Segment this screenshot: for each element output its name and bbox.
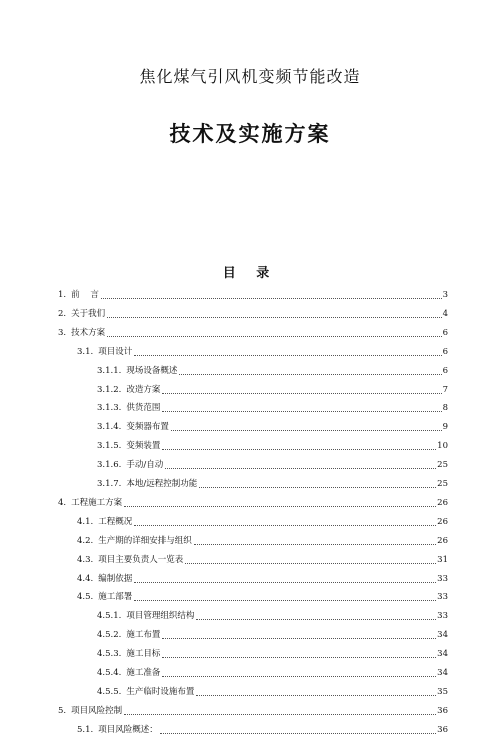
toc-entry[interactable] <box>77 569 448 585</box>
toc-entry-label: 技术方案 <box>71 327 106 338</box>
toc-entry-label: 编制依据 <box>98 573 133 584</box>
toc-dot-leader <box>160 732 436 734</box>
toc-entry-number: 4.5.4. <box>97 668 122 678</box>
toc-entry-number: 4.4. <box>77 573 94 584</box>
toc-entry-label: 前 言 <box>71 290 99 300</box>
toc-entry-page: 4 <box>442 308 448 319</box>
toc-entry-number: 3.1.2. <box>97 384 122 395</box>
toc-entry[interactable] <box>97 455 448 471</box>
toc-entry-label: 施工准备 <box>126 668 161 678</box>
toc-entry-number: 3.1. <box>77 346 94 357</box>
toc-entry[interactable] <box>97 436 448 452</box>
toc-entry[interactable] <box>97 380 448 396</box>
toc-dot-leader <box>165 467 436 469</box>
toc-entry-page: 25 <box>437 479 448 489</box>
toc-dot-leader <box>134 354 441 356</box>
toc-dot-leader <box>124 505 436 507</box>
toc-entry[interactable] <box>77 531 448 547</box>
toc-dot-leader <box>171 429 442 431</box>
toc-entry-page: 10 <box>437 441 448 452</box>
toc-dot-leader <box>196 618 436 620</box>
toc-entry-label: 供货范围 <box>126 403 161 414</box>
toc-entry[interactable] <box>77 587 448 603</box>
toc-entry[interactable] <box>97 417 448 433</box>
toc-entry-label: 项目主要负责人一览表 <box>98 554 184 565</box>
toc-entry-label: 生产临时设施布置 <box>126 686 195 697</box>
toc-entry-page: 33 <box>437 592 448 603</box>
toc-entry[interactable] <box>58 701 448 717</box>
toc-entry-number: 3.1.7. <box>97 479 122 489</box>
toc-entry-label: 施工布置 <box>126 630 161 641</box>
toc-entry-label: 手动/自动 <box>126 460 164 471</box>
toc-entry-number: 4.5.5. <box>97 686 122 697</box>
toc-entry[interactable] <box>77 550 448 566</box>
toc-entry[interactable] <box>97 398 448 414</box>
toc-dot-leader <box>179 373 441 375</box>
toc-dot-leader <box>162 392 441 394</box>
toc-entry[interactable] <box>58 493 448 509</box>
toc-entry[interactable] <box>97 606 448 622</box>
toc-dot-leader <box>194 543 436 545</box>
toc-dot-leader <box>162 675 436 677</box>
toc-entry-label: 变频器布置 <box>126 422 169 433</box>
toc-dot-leader <box>199 486 436 488</box>
toc-entry-number: 4.5.3. <box>97 649 122 660</box>
toc-entry-label: 施工目标 <box>126 649 161 660</box>
toc-entry-label: 项目风险控制 <box>71 705 123 716</box>
toc-dot-leader <box>134 524 436 526</box>
toc-entry-label: 改造方案 <box>126 384 161 395</box>
toc-entry-page: 34 <box>437 649 448 660</box>
toc-entry-page: 9 <box>442 422 448 433</box>
toc-entry-label: 工程概况 <box>98 516 133 527</box>
toc-entry-page: 26 <box>437 535 448 546</box>
toc-entry-label: 本地/远程控制功能 <box>126 479 198 489</box>
toc-dot-leader <box>162 448 436 450</box>
toc-dot-leader <box>134 599 436 601</box>
toc-entry-page: 7 <box>442 384 448 395</box>
toc-heading: 目 录 <box>222 266 278 281</box>
toc-entry-page: 31 <box>437 554 448 565</box>
toc-dot-leader <box>162 656 436 658</box>
toc-entry-label: 项目设计 <box>98 346 133 357</box>
toc-dot-leader <box>107 316 441 318</box>
toc-entry-label: 项目管理组织结构 <box>126 611 195 622</box>
toc-dot-leader <box>124 713 436 715</box>
toc-entry-label: 变频装置 <box>126 441 161 452</box>
toc-entry[interactable] <box>77 342 448 358</box>
toc-dot-leader <box>101 297 442 299</box>
toc-entry-page: 34 <box>437 668 448 678</box>
toc-dot-leader <box>196 694 436 696</box>
toc-entry-label: 现场设备概述 <box>126 365 178 376</box>
toc-entry-number: 4.2. <box>77 535 94 546</box>
toc-entry-number: 1. <box>58 290 67 300</box>
toc-entry-page: 26 <box>437 516 448 527</box>
toc-entry-page: 34 <box>437 630 448 641</box>
toc-entry[interactable] <box>58 304 448 320</box>
document-subtitle: 技术及实施方案 <box>169 121 331 146</box>
toc-entry-page: 25 <box>437 460 448 471</box>
toc-entry-page: 6 <box>442 346 448 357</box>
toc-entry-page: 8 <box>442 403 448 414</box>
toc-entry-number: 4.5.1. <box>97 611 122 622</box>
toc-entry-page: 6 <box>442 365 448 376</box>
toc-dot-leader <box>107 335 441 337</box>
toc-entry[interactable] <box>77 512 448 528</box>
toc-entry[interactable] <box>77 720 448 736</box>
toc-entry-number: 3. <box>58 327 67 338</box>
toc-entry-number: 4.1. <box>77 516 94 527</box>
toc-entry-page: 36 <box>437 705 448 716</box>
toc-entry-label: 关于我们 <box>71 308 106 319</box>
toc-dot-leader <box>185 562 436 564</box>
toc-entry-page: 35 <box>437 686 448 697</box>
document-title: 焦化煤气引风机变频节能改造 <box>139 67 361 86</box>
toc-entry-number: 3.1.6. <box>97 460 122 471</box>
toc-dot-leader <box>162 637 436 639</box>
toc-entry-number: 3.1.3. <box>97 403 122 414</box>
toc-entry[interactable] <box>97 474 448 490</box>
toc-entry-page: 33 <box>437 573 448 584</box>
toc-entry[interactable] <box>97 625 448 641</box>
toc-entry-number: 3.1.4. <box>97 422 122 433</box>
toc-entry-page: 26 <box>437 497 448 508</box>
toc-entry-page: 36 <box>437 724 448 735</box>
toc-entry[interactable] <box>97 644 448 660</box>
toc-entry-page: 3 <box>442 290 448 300</box>
toc-entry[interactable] <box>97 682 448 698</box>
toc-entry-number: 4.5. <box>77 592 94 603</box>
toc-entry-number: 3.1.5. <box>97 441 122 452</box>
toc-entry[interactable] <box>97 361 448 377</box>
toc-entry-label: 施工部署 <box>98 592 133 603</box>
toc-entry-number: 5. <box>58 705 67 716</box>
toc-entry-number: 2. <box>58 308 67 319</box>
toc-entry-label: 工程施工方案 <box>71 497 123 508</box>
toc-dot-leader <box>134 581 436 583</box>
toc-entry-label: 项目风险概述： <box>98 724 158 735</box>
toc-entry[interactable] <box>58 285 448 301</box>
toc-entry[interactable] <box>97 663 448 679</box>
toc-entry-page: 33 <box>437 611 448 622</box>
toc-entry-number: 5.1. <box>77 724 94 735</box>
toc-entry-page: 6 <box>442 327 448 338</box>
toc-entry-number: 3.1.1. <box>97 365 122 376</box>
toc-entry-number: 4.5.2. <box>97 630 122 641</box>
toc-entry-label: 生产期的详细安排与组织 <box>98 535 192 546</box>
toc-entry-number: 4.3. <box>77 554 94 565</box>
toc-dot-leader <box>162 410 441 412</box>
toc-entry[interactable] <box>58 323 448 339</box>
toc-entry-number: 4. <box>58 497 67 508</box>
